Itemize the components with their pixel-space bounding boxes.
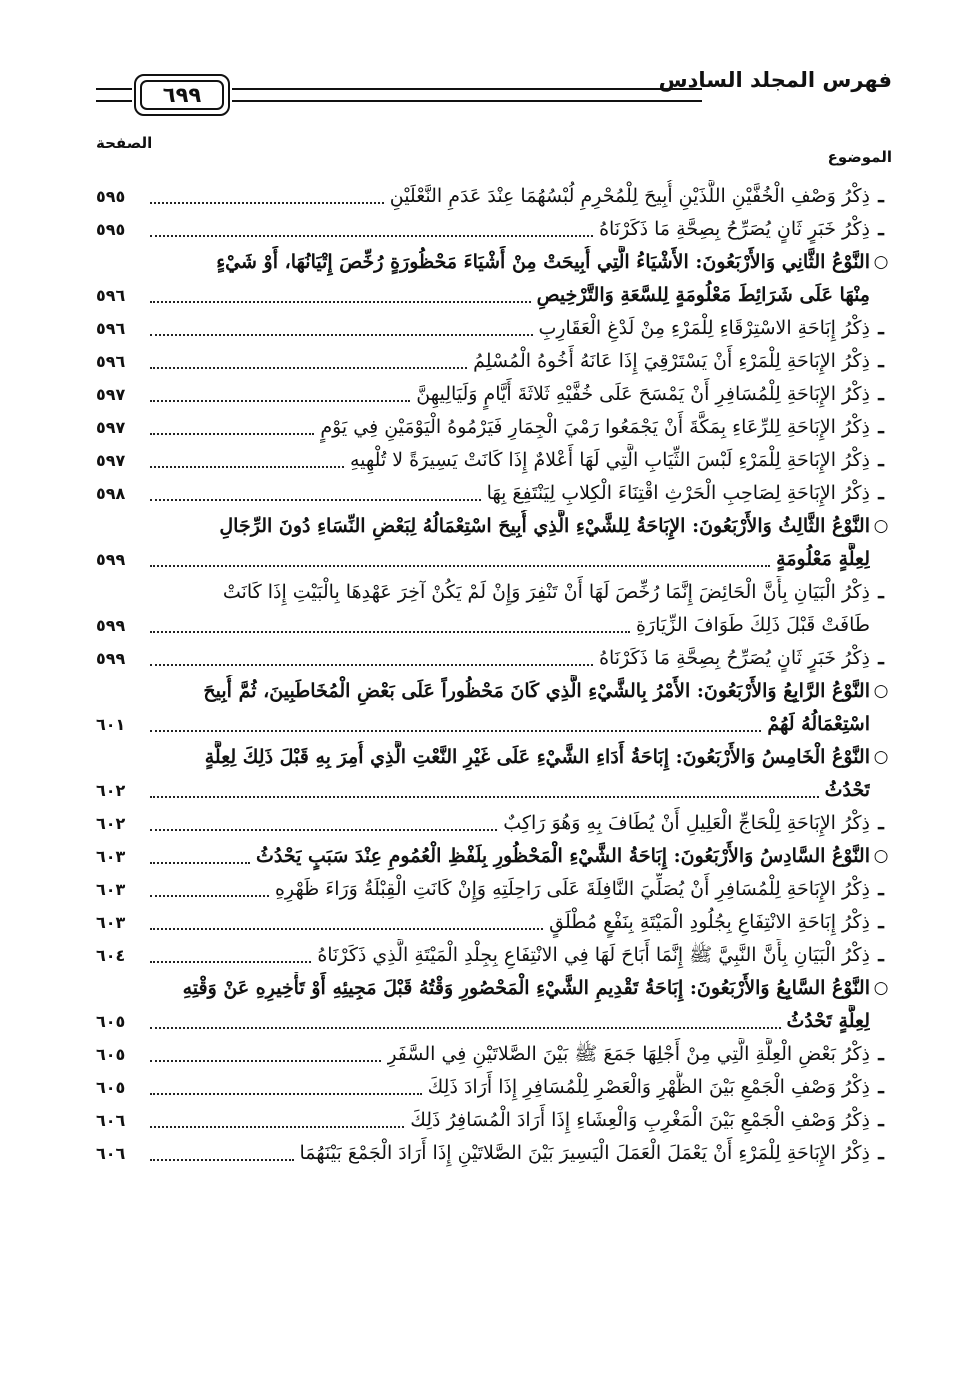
circle-bullet-icon: ○ bbox=[873, 516, 889, 536]
page-ref: ٥٩٧ bbox=[96, 385, 126, 404]
page-ref: ٥٩٨ bbox=[96, 484, 126, 503]
page-ref: ٥٩٩ bbox=[96, 616, 126, 635]
list-item bbox=[96, 576, 892, 642]
entry-line bbox=[96, 972, 892, 1005]
entry-line bbox=[96, 708, 892, 741]
entry-line bbox=[96, 807, 892, 840]
dot-leader bbox=[150, 565, 770, 567]
entry-text: ذِكْرُ الإِبَاحَةِ لِلْمَرْءِ أَنْ يَسْتَرْقِيَ إِذَا عَانَهُ أَخُوهُ الْمُسْلِمُ bbox=[473, 350, 870, 372]
section-entry bbox=[96, 510, 892, 576]
entry-text: النَّوْعُ السَّابِعُ وَالأَرْبَعُونَ: إِبَاحَةُ تَقْدِيمِ الشَّيْءِ الْمَحْصُورِ وَقْتُهُ قَبْلَ مَجِيئِهِ أَوْ تَأْخِيرِهِ عَنْ وَقْتِهِ bbox=[182, 977, 870, 999]
entry-line bbox=[96, 1071, 892, 1104]
page-ref: ٥٩٦ bbox=[96, 286, 126, 305]
entry-text: مِنْهَا عَلَى شَرَائِطَ مَعْلُومَةٍ لِلسَّعَةِ وَالتَّرْخِيصِ bbox=[536, 284, 870, 306]
dot-leader bbox=[150, 1060, 381, 1062]
entry-line bbox=[96, 444, 892, 477]
dot-leader bbox=[150, 499, 481, 501]
entry-line bbox=[96, 1137, 892, 1170]
list-item bbox=[96, 906, 892, 939]
entry-line bbox=[96, 1005, 892, 1038]
entry-text: النَّوْعُ السَّادِسُ وَالأَرْبَعُونَ: إِبَاحَةُ الشَّيْءِ الْمَحْظُورِ بِلَفْظِ الْعُمُومِ عِنْدَ سَبَبٍ يَحْدُثُ bbox=[255, 845, 870, 867]
list-item bbox=[96, 807, 892, 840]
entry-text: النَّوْعُ الْخَامِسُ وَالأَرْبَعُونَ: إِبَاحَةُ أَدَاءِ الشَّيْءِ عَلَى غَيْرِ النَّعْتِ الَّذِي أُمِرَ بِهِ قَبْلَ ذَلِكَ لِعِلَّةٍ bbox=[204, 746, 870, 768]
dash-bullet-icon: ـ bbox=[878, 218, 884, 240]
section-entry bbox=[96, 675, 892, 741]
entry-text: النَّوْعُ الثَّانِي وَالأَرْبَعُونَ: الأَشْيَاءُ الَّتِي أُبِيحَتْ مِنْ أَشْيَاءَ مَحْظُورَةٍ رُخِّصَ إِتْيَانُهَا، أَوْ شَيْءٍ bbox=[216, 251, 870, 273]
entry-line bbox=[96, 939, 892, 972]
entry-line bbox=[96, 477, 892, 510]
section-entry bbox=[96, 246, 892, 312]
entry-line bbox=[96, 378, 892, 411]
entry-line bbox=[96, 180, 892, 213]
column-header-topic: الموضوع bbox=[827, 148, 892, 166]
dot-leader bbox=[150, 433, 314, 435]
dash-bullet-icon: ـ bbox=[878, 1076, 884, 1098]
entry-text: ذِكْرُ الإِبَاحَةِ لِلرِّعَاءِ بِمَكَّةَ أَنْ يَجْمَعُوا رَمْيَ الْجِمَارِ فَيَرْمُوهُ الْيَوْمَيْنِ فِي يَوْمٍ bbox=[320, 416, 870, 438]
page-ref: ٦٠٢ bbox=[96, 814, 126, 833]
entry-text: ذِكْرُ الإِبَاحَةِ لِلْمَرْءِ لَبْسَ الثِّيَابِ الَّتِي لَهَا أَعْلامٌ إِذَا كَانَتْ يَسِيرَةً لا تُلْهِيهِ bbox=[349, 449, 870, 471]
dot-leader bbox=[150, 1159, 294, 1161]
page-ref: ٦٠٢ bbox=[96, 781, 126, 800]
dash-bullet-icon: ـ bbox=[878, 383, 884, 405]
page-ref: ٦٠٦ bbox=[96, 1144, 126, 1163]
list-item bbox=[96, 939, 892, 972]
dash-bullet-icon: ـ bbox=[878, 482, 884, 504]
dot-leader bbox=[150, 367, 467, 369]
entry-text: ذِكْرُ خَبَرٍ ثَانٍ يُصَرِّحُ بِصِحَّةِ مَا ذَكَرْنَاهُ bbox=[599, 218, 870, 240]
entry-line bbox=[96, 675, 892, 708]
entry-text: ذِكْرُ بَعْضِ الْعِلَّةِ الَّتِي مِنْ أَجْلِهَا جَمَعَ ﷺ بَيْنَ الصَّلاتَيْنِ فِي السَّفَرِ bbox=[387, 1043, 870, 1065]
entry-text: النَّوْعُ الرَّابِعُ وَالأَرْبَعُونَ: الأَمْرُ بِالشَّيْءِ الَّذِي كَانَ مَحْظُوراً عَلَى بَعْضِ الْمُخَاطَبِينَ، ثُمَّ أُبِيحَ bbox=[203, 680, 870, 702]
entry-text: ذِكْرُ الْبَيَانِ بِأَنَّ النَّبِيَّ ﷺ إِنَّمَا أَبَاحَ لَهَا فِي الانْتِفَاعِ بِجِلْدِ الْمَيْتَةِ الَّذِي ذَكَرْنَاهُ bbox=[317, 944, 870, 966]
entry-line bbox=[96, 642, 892, 675]
dot-leader bbox=[150, 202, 384, 204]
entry-text: ذِكْرُ وَصْفِ الْجَمْعِ بَيْنَ الْمَغْرِبِ وَالْعِشَاءِ إِذَا أَرَادَ الْمُسَافِرُ ذَلِكَ bbox=[410, 1109, 870, 1131]
page-ref: ٥٩٥ bbox=[96, 187, 126, 206]
list-item bbox=[96, 378, 892, 411]
dot-leader bbox=[150, 400, 410, 402]
entry-line bbox=[96, 741, 892, 774]
list-item bbox=[96, 1038, 892, 1071]
page-number: ٦٩٩ bbox=[140, 80, 224, 110]
entry-line bbox=[96, 774, 892, 807]
dot-leader bbox=[150, 895, 269, 897]
entry-text: طَافَتْ قَبْلَ ذَلِكَ طَوَافَ الزِّيَارَةِ bbox=[636, 614, 870, 636]
entry-line bbox=[96, 840, 892, 873]
entry-text: النَّوْعُ الثَّالِثُ وَالأَرْبَعُونَ: الإِبَاحَةُ لِلشَّيْءِ الَّذِي أُبِيحَ اسْتِعْمَالُهُ لِبَعْضِ النِّسَاءِ دُونَ الرِّجَالِ bbox=[219, 515, 870, 537]
dot-leader bbox=[150, 301, 531, 303]
page-ref: ٦٠٣ bbox=[96, 913, 126, 932]
dot-leader bbox=[150, 829, 497, 831]
dash-bullet-icon: ـ bbox=[878, 449, 884, 471]
entry-text: ذِكْرُ خَبَرٍ ثَانٍ يُصَرِّحُ بِصِحَّةِ مَا ذَكَرْنَاهُ bbox=[599, 647, 870, 669]
entry-text: لِعِلَّةٍ مَعْلُومَةٍ bbox=[776, 548, 870, 570]
entry-line bbox=[96, 576, 892, 609]
page-ref: ٦٠٣ bbox=[96, 847, 126, 866]
dash-bullet-icon: ـ bbox=[878, 581, 884, 603]
entry-text: ذِكْرُ الإِبَاحَةِ لِلْحَاجِّ الْعَلِيلِ أَنْ يُطَافَ بِهِ وَهُوَ رَاكِبٌ bbox=[503, 812, 870, 834]
dot-leader bbox=[150, 235, 593, 237]
list-item bbox=[96, 1137, 892, 1170]
page-ref: ٦٠٥ bbox=[96, 1012, 126, 1031]
list-item bbox=[96, 411, 892, 444]
page-ref: ٦٠٥ bbox=[96, 1045, 126, 1064]
page-ref: ٥٩٩ bbox=[96, 649, 126, 668]
list-item bbox=[96, 1104, 892, 1137]
page-header bbox=[96, 62, 892, 126]
dash-bullet-icon: ـ bbox=[878, 878, 884, 900]
header-title: فهرس المجلد السادس bbox=[658, 68, 892, 92]
page-ref: ٥٩٧ bbox=[96, 451, 126, 470]
entry-line bbox=[96, 312, 892, 345]
section-entry bbox=[96, 741, 892, 807]
list-item bbox=[96, 312, 892, 345]
dot-leader bbox=[150, 466, 344, 468]
entry-line bbox=[96, 246, 892, 279]
entry-line bbox=[96, 411, 892, 444]
entry-text: ذِكْرُ الإِبَاحَةِ لِصَاحِبِ الْحَرْثِ اقْتِنَاءَ الْكِلابِ لِيَنْتَفِعَ بِهَا bbox=[486, 482, 870, 504]
dot-leader bbox=[150, 730, 761, 732]
entry-line bbox=[96, 906, 892, 939]
list-item bbox=[96, 642, 892, 675]
dot-leader bbox=[150, 862, 250, 864]
entry-text: تَحْدُثُ bbox=[824, 779, 870, 801]
dash-bullet-icon: ـ bbox=[878, 185, 884, 207]
circle-bullet-icon: ○ bbox=[873, 252, 889, 272]
dash-bullet-icon: ـ bbox=[878, 647, 884, 669]
entry-text: ذِكْرُ إِبَاحَةِ الاسْتِرْقَاءِ لِلْمَرْءِ مِنْ لَدْغِ الْعَقَارِبِ bbox=[538, 317, 870, 339]
circle-bullet-icon: ○ bbox=[873, 978, 889, 998]
dot-leader bbox=[150, 334, 533, 336]
entry-line bbox=[96, 279, 892, 312]
dot-leader bbox=[150, 928, 543, 930]
dot-leader bbox=[150, 1027, 781, 1029]
list-item bbox=[96, 180, 892, 213]
entry-line bbox=[96, 510, 892, 543]
section-entry bbox=[96, 972, 892, 1038]
page-ref: ٥٩٦ bbox=[96, 319, 126, 338]
entry-text: اسْتِعْمَالُهُ لَهُمْ bbox=[767, 713, 870, 735]
dot-leader bbox=[150, 1093, 422, 1095]
dash-bullet-icon: ـ bbox=[878, 1142, 884, 1164]
dot-leader bbox=[150, 631, 630, 633]
page-ref: ٦٠٦ bbox=[96, 1111, 126, 1130]
page-ref: ٥٩٦ bbox=[96, 352, 126, 371]
dash-bullet-icon: ـ bbox=[878, 350, 884, 372]
list-item bbox=[96, 477, 892, 510]
circle-bullet-icon: ○ bbox=[873, 681, 889, 701]
list-item bbox=[96, 444, 892, 477]
dash-bullet-icon: ـ bbox=[878, 1043, 884, 1065]
list-item bbox=[96, 1071, 892, 1104]
header-rule-left bbox=[96, 88, 132, 102]
page-ref: ٥٩٧ bbox=[96, 418, 126, 437]
entry-line bbox=[96, 345, 892, 378]
entry-text: ذِكْرُ وَصْفِ الْجَمْعِ بَيْنَ الظُّهْرِ وَالْعَصْرِ لِلْمُسَافِرِ إِذَا أَرَادَ ذَلِكَ bbox=[427, 1076, 870, 1098]
dash-bullet-icon: ـ bbox=[878, 812, 884, 834]
entry-text: ذِكْرُ إِبَاحَةِ الانْتِفَاعِ بِجُلُودِ الْمَيْتَةِ بِنَفْعٍ مُطْلَقٍ bbox=[549, 911, 870, 933]
page-number-frame bbox=[134, 74, 230, 116]
index-entries bbox=[96, 180, 892, 1170]
dot-leader bbox=[150, 796, 819, 798]
page-ref: ٥٩٩ bbox=[96, 550, 126, 569]
entry-line bbox=[96, 1104, 892, 1137]
dot-leader bbox=[150, 1126, 404, 1128]
entry-text: ذِكْرُ الإِبَاحَةِ لِلْمُسَافِرِ أَنْ يَمْسَحَ عَلَى خُفَّيْهِ ثَلاثَةَ أَيَّامٍ وَلَيَالِيهِنَّ bbox=[416, 383, 870, 405]
page-ref: ٦٠٥ bbox=[96, 1078, 126, 1097]
entry-text: ذِكْرُ وَصْفِ الْخُفَّيْنِ اللَّذَيْنِ أُبِيحَ لِلْمُحْرِمِ لُبْسُهُمَا عِنْدَ عَدَمِ النَّعْلَيْنِ bbox=[389, 185, 870, 207]
header-rule bbox=[232, 88, 702, 102]
page-ref: ٥٩٥ bbox=[96, 220, 126, 239]
dash-bullet-icon: ـ bbox=[878, 416, 884, 438]
list-item bbox=[96, 873, 892, 906]
entry-line bbox=[96, 213, 892, 246]
entry-text: لِعِلَّةٍ تَحْدُثُ bbox=[786, 1010, 870, 1032]
dot-leader bbox=[150, 961, 311, 963]
dash-bullet-icon: ـ bbox=[878, 911, 884, 933]
entry-line bbox=[96, 1038, 892, 1071]
entry-text: ذِكْرُ الإِبَاحَةِ لِلْمُسَافِرِ أَنْ يُصَلِّيَ النَّافِلَةَ عَلَى رَاحِلَتِهِ وَإِنْ كَانَتِ الْقِبْلَةُ وَرَاءَ ظَهْرِهِ bbox=[274, 878, 870, 900]
entry-line bbox=[96, 609, 892, 642]
dot-leader bbox=[150, 664, 593, 666]
list-item bbox=[96, 345, 892, 378]
list-item bbox=[96, 213, 892, 246]
page-ref: ٦٠٣ bbox=[96, 880, 126, 899]
circle-bullet-icon: ○ bbox=[873, 747, 889, 767]
dash-bullet-icon: ـ bbox=[878, 944, 884, 966]
entry-line bbox=[96, 543, 892, 576]
dash-bullet-icon: ـ bbox=[878, 1109, 884, 1131]
page-ref: ٦٠١ bbox=[96, 715, 126, 734]
entry-text: ذِكْرُ الإِبَاحَةِ لِلْمَرْءِ أَنْ يَعْمَلَ الْعَمَلَ الْيَسِيرَ بَيْنَ الصَّلاتَيْنِ إِذَا أَرَادَ الْجَمْعَ بَيْنَهُمَا bbox=[299, 1142, 870, 1164]
section-entry bbox=[96, 840, 892, 873]
dash-bullet-icon: ـ bbox=[878, 317, 884, 339]
entry-text: ذِكْرُ الْبَيَانِ بِأَنَّ الْحَائِضَ إِنَّمَا رُخِّصَ لَهَا أَنْ تَنْفِرَ وَإِنْ لَمْ يَكُنْ آخِرَ عَهْدِهَا بِالْبَيْتِ إِذَا كَانَتْ bbox=[222, 581, 870, 603]
entry-line bbox=[96, 873, 892, 906]
page-ref: ٦٠٤ bbox=[96, 946, 126, 965]
column-header-page: الصفحة bbox=[96, 134, 153, 152]
circle-bullet-icon: ○ bbox=[873, 846, 889, 866]
